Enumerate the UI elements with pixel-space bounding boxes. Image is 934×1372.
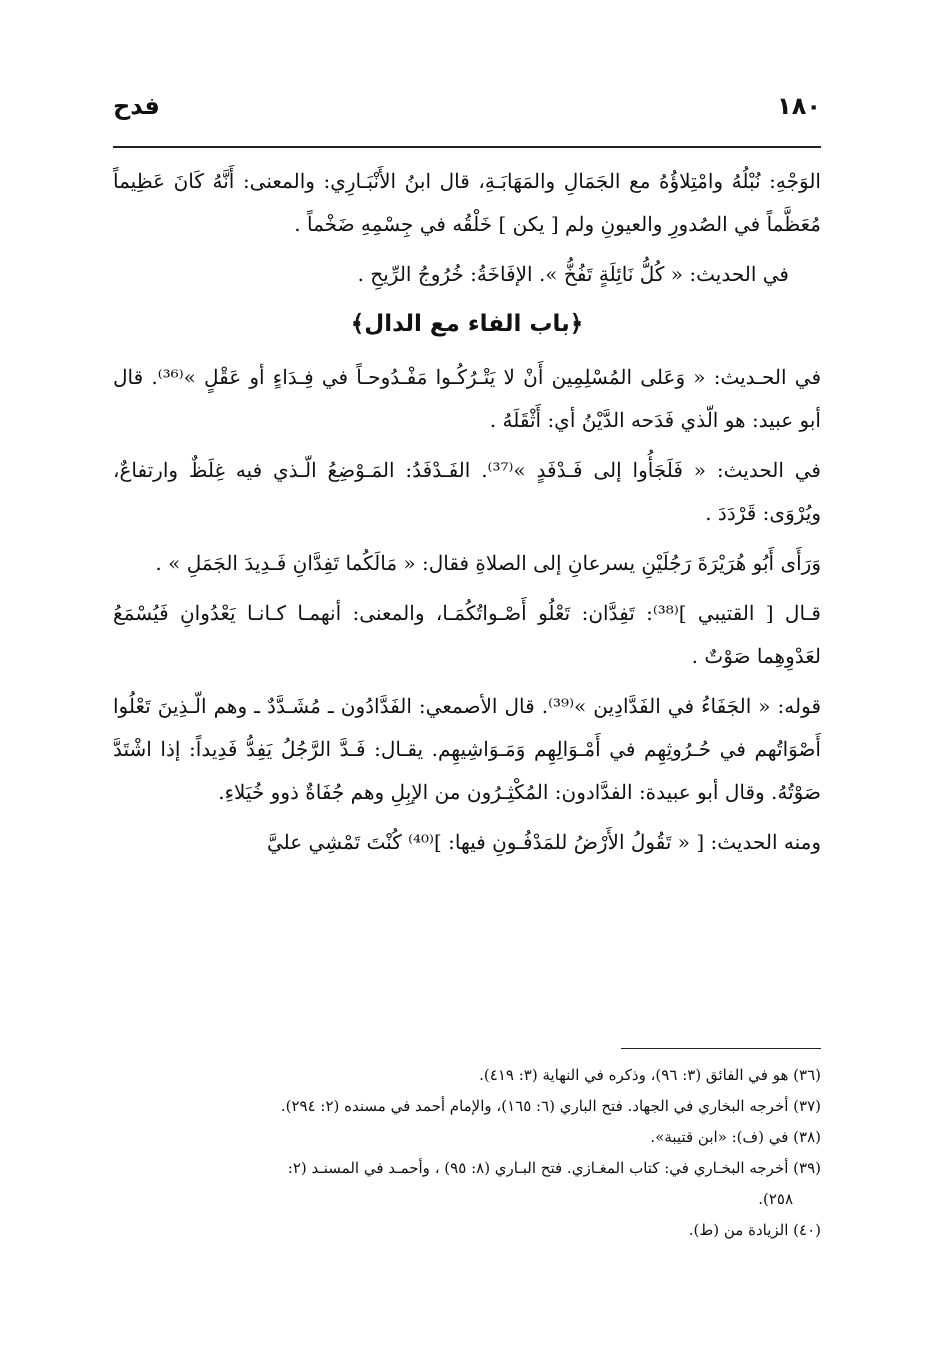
- footnote-37: (٣٧) أخرجه البخاري في الجهاد. فتح الباري (٦: ١٦٥)، والإمام أحمد في مسنده (٢: ٢٩٤).: [280, 1097, 821, 1115]
- main-text: [113, 160, 821, 871]
- header-divider: [113, 146, 821, 148]
- paragraph-mafduh: في الحـديث: « وَعَلى المُسْلِمِين أَنْ لا يَتْـرُكُـوا مَفْـدُوحـاً في فِـدَاءٍ أو عَقْلٍ »⁽³⁶⁾. قال أبو عبيد: هو الّذي فَدَحه الدَّيْنُ أي: أَثْقَلَهُ .: [113, 365, 821, 432]
- running-head-root-word: فدح: [113, 92, 160, 120]
- paragraph-qutaybi: قـال [ القتيبي ]⁽³⁸⁾: تَفِدَّان: تَعْلُو أَصْـواتُكُمَـا، والمعنى: أنهمـا كـانـا يَعْدُوانِ فَيُسْمَعُ لعَدْوِهِما صَوْتٌ .: [113, 601, 821, 668]
- footnote-divider: [621, 1048, 821, 1049]
- footnote-39: (٣٩) أخرجه البخـاري في: كتاب المغـازي. فتح البـاري (٨: ٩٥) ، وأحمـد في المسنـد (٢:: [287, 1159, 821, 1177]
- paragraph-fadfad: في الحديث: « فَلَجَأُوا إلى فَـدْفَدٍ »⁽³⁷⁾. الفَـدْفَدُ: المَـوْضِعُ الّـذي فيه غِلَظٌ وارتفاعٌ، ويُرْوَى: قَرْدَدَ .: [113, 458, 821, 525]
- paragraph-faddadin: قوله: « الجَفَاءُ في الفَدَّادِين »⁽³⁹⁾. قال الأصمعي: الفَدَّادُون ـ مُشَـدَّدٌ ـ وهم الّـذِينَ تَعْلُوا أَصْوَاتُهم في حُـرُوثِهِم في أَمْـوَالِهِم وَمَـوَاشِيهِم. يقـال: فَـدَّ الرَّجُلُ يَفِدُّ فَدِيداً: إذا اشْتَدَّ صَوْتُهُ. وقال أبو عبيدة: الفدَّادون: المُكْثِـرُون من الإبِلِ وهم جُفَاةٌ ذوو خُيَلاءِ.: [113, 694, 822, 804]
- page-number: ١٨٠: [777, 92, 821, 120]
- footnotes: [113, 1060, 821, 1246]
- chapter-title: ﴿باب الفاء مع الدال﴾: [350, 311, 584, 337]
- footnote-38: (٣٨) في (ف): «ابن قتيبة».: [650, 1128, 821, 1146]
- footnote-40: (٤٠) الزيادة من (ط).: [688, 1221, 821, 1239]
- footnote-39-continuation: ٢٥٨).: [758, 1190, 793, 1208]
- paragraph-abu-hurayra: وَرَأَى أَبُو هُرَيْرَةَ رَجُلَيْنِ يسرعانِ إلى الصلاةِ فقال: « مَالَكُما تَفِدَّانِ فَـدِيدَ الجَمَلِ » .: [155, 551, 821, 575]
- paragraph-ifakha: في الحديث: « كُلُّ نَائِلَةٍ تَفُخُّ ». الإفَاخَةُ: خُرُوجُ الرِّيحِ .: [357, 262, 789, 286]
- paragraph-wajh: الوَجْهِ: نُبْلُهُ وامْتِلاؤُهُ مع الجَمَالِ والمَهَابَـةِ، قال ابنُ الأَنْبَـارِي: والمعنى: أَنَّهُ كَانَ عَظِيماً مُعَظَّماً في الصُدورِ والعيونِ ولم [ يكن ] خَلْقُه في جِسْمِهِ ضَخْماً .: [113, 169, 821, 236]
- paragraph-madfun: ومنه الحديث: [ « تَقُولُ الأَرْضُ للمَدْفُـونِ فيها: ]⁽⁴⁰⁾ كُنْتَ تَمْشِي عليَّ: [266, 830, 821, 854]
- footnote-36: (٣٦) هو في الفائق (٣: ٩٦)، وذكره في النهاية (٣: ٤١٩).: [479, 1066, 821, 1084]
- page-header: [113, 92, 821, 132]
